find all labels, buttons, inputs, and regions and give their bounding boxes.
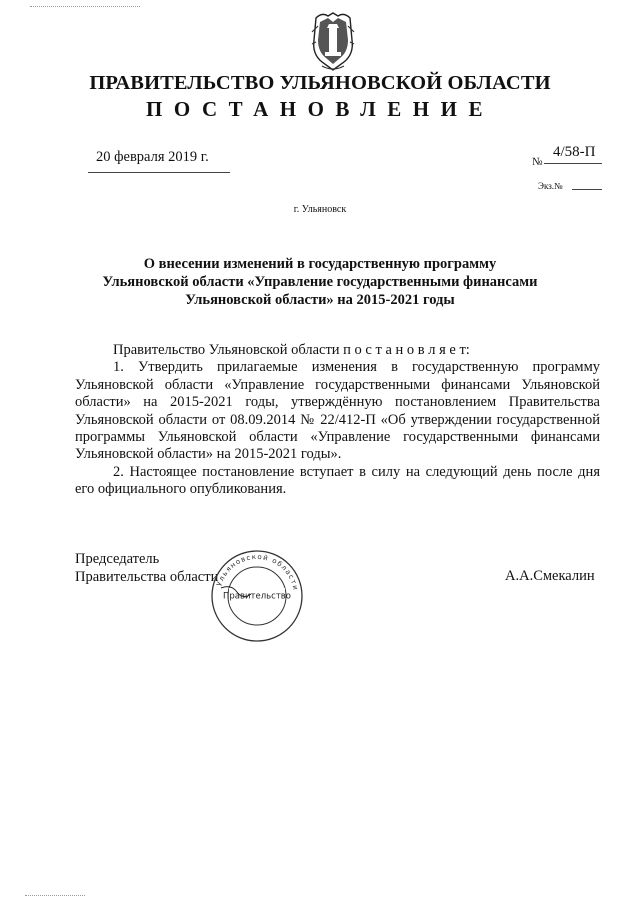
signatory-title: [75, 550, 218, 586]
signatory-name: А.А.Смекалин: [505, 568, 595, 584]
heading-line-2: Ульяновской области «Управление государственными финансами: [102, 274, 538, 290]
stamp-center-text: Правительство: [223, 591, 291, 602]
document-date: 20 февраля 2019 г.: [96, 149, 209, 165]
signatory-title-line-1: Председатель: [75, 551, 160, 567]
date-underline: [88, 172, 230, 173]
signatory-title-line-2: Правительства области: [75, 569, 219, 585]
scan-mark-bottom: [25, 895, 85, 896]
copy-number-label: Экз.№: [538, 181, 563, 191]
coat-of-arms-icon: [308, 10, 358, 72]
copy-number-underline: [572, 189, 602, 190]
number-sign: №: [532, 156, 543, 168]
stamp-ring-text: Ульяновской области: [215, 552, 300, 592]
item-2-paragraph: 2. Настоящее постановление вступает в силу на следующий день после дня его официального опубликования.: [75, 463, 600, 498]
scan-mark-top: [30, 6, 140, 7]
document-number: 4/58-П: [553, 144, 596, 160]
document-heading: [80, 255, 560, 309]
document-body: [75, 342, 600, 499]
document-type: ПОСТАНОВЛЕНИЕ: [146, 97, 494, 121]
government-title: ПРАВИТЕЛЬСТВО УЛЬЯНОВСКОЙ ОБЛАСТИ: [89, 72, 551, 94]
city: г. Ульяновск: [293, 204, 347, 215]
svg-text:Ульяновской области: [215, 553, 299, 592]
intro-paragraph: Правительство Ульяновской области п о с т а н о в л я е т:: [113, 342, 470, 358]
official-stamp: [207, 548, 307, 644]
item-1-paragraph: 1. Утвердить прилагаемые изменения в государственную программу Ульяновской области «Управление государственными финансами Ульяновской области» на 2015-2021 годы, утверждённую постановлением Правительства Ульяновской области от 08.09.2014 № 22/412-П «Об утверждении государственной программы Ульяновской области «Управление государственными финансами Ульяновской области» на 2015-2021 годы».: [75, 359, 600, 463]
heading-line-1: О внесении изменений в государственную программу: [143, 256, 497, 272]
number-underline: [544, 163, 602, 164]
heading-line-3: Ульяновской области» на 2015-2021 годы: [185, 292, 455, 308]
